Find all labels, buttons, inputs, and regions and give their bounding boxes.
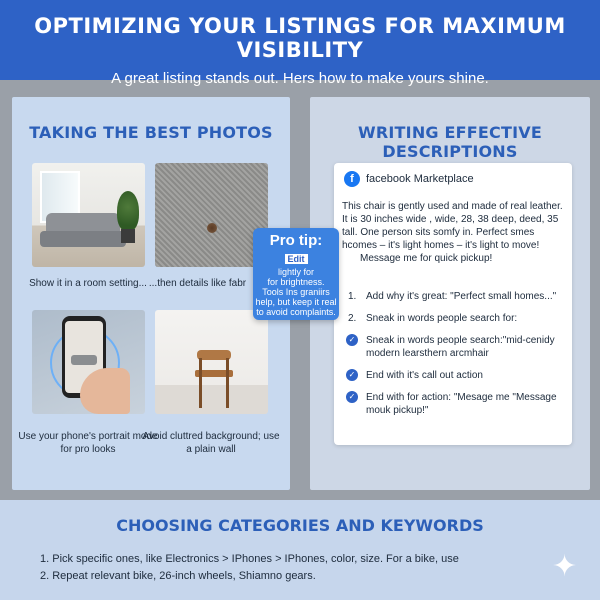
step-text: End with it's call out action [366, 370, 483, 381]
pro-tip-line: to avoid complaints. [256, 307, 336, 317]
facebook-icon: f [344, 171, 360, 187]
listing-text: This chair is gently used and made of real leather. It is 30 inches wide , wide, 28, 38 deep, deed, 35 tall. One person sits somfy in. Perfect smes hcomes – it's light homes – it's light to move! [342, 201, 563, 251]
page-subtitle: A great listing stands out. Hers how to make yours shine. [111, 70, 489, 87]
sparkle-icon: ✦ [552, 550, 578, 583]
step-text: End with for action: "Mesage me "Message mouk pickup!" [366, 392, 557, 416]
chair-photo [155, 310, 268, 414]
categories-list [40, 553, 459, 587]
step-number: 1. [348, 291, 357, 302]
check-icon: ✓ [346, 334, 358, 346]
list-item: 1. Pick specific ones, like Electronics > IPhones > IPhones, color, size. For a bike, use [40, 553, 459, 565]
list-item [346, 334, 568, 360]
step-number: 2. [348, 313, 357, 324]
listing-message: Message me for quick pickup! [360, 253, 493, 264]
list-item: 2. Repeat relevant bike, 26-inch wheels, Shiamno gears. [40, 570, 316, 582]
list-item [346, 312, 568, 325]
living-room-photo [32, 163, 145, 267]
photos-section-title: TAKING THE BEST PHOTOS [29, 123, 273, 142]
step-text: Add why it's great: "Perfect small homes..." [366, 291, 557, 302]
listing-description [342, 200, 568, 265]
pro-tip-line: for brightness. [267, 277, 325, 287]
pro-tip-line: Tools Ins graniirs [262, 287, 330, 297]
pro-tip-title: Pro tip: [269, 232, 323, 249]
marketplace-listing-card [334, 163, 572, 445]
description-steps [346, 290, 568, 426]
check-icon: ✓ [346, 391, 358, 403]
marketplace-name: facebook Marketplace [366, 173, 474, 185]
pro-tip-line: help, but keep it real [255, 297, 337, 307]
pro-tip-line: lightly for [277, 267, 314, 277]
descriptions-section-title: WRITING EFFECTIVE DESCRIPTIONS [358, 123, 542, 161]
edit-label: Edit [285, 254, 308, 264]
step-text: Sneak in words people search:"mid-cenidy modern learsthern arcmhair [366, 335, 555, 359]
phone-portrait-photo [32, 310, 145, 414]
marketplace-header [344, 171, 474, 187]
photo-caption: Use your phone's portrait mode for pro looks [18, 431, 158, 455]
pro-tip-callout [253, 228, 339, 320]
photo-caption: Avoid cluttred background; use a plain wall [142, 431, 280, 455]
step-text: Sneak in words people search for: [366, 313, 518, 324]
categories-section-title: CHOOSING CATEGORIES AND KEYWORDS [116, 516, 484, 535]
photo-caption: ...then details like fabr [148, 278, 247, 289]
header-banner [0, 0, 600, 87]
page-title: OPTIMIZING YOUR LISTINGS FOR MAXIMUM VISIBILITY [34, 14, 566, 62]
list-item [346, 290, 568, 303]
photo-caption: Show it in a room setting... [29, 278, 147, 289]
list-item [346, 369, 568, 382]
list-item [346, 391, 568, 417]
check-icon: ✓ [346, 369, 358, 381]
fabric-detail-photo [155, 163, 268, 267]
categories-panel [0, 500, 600, 600]
